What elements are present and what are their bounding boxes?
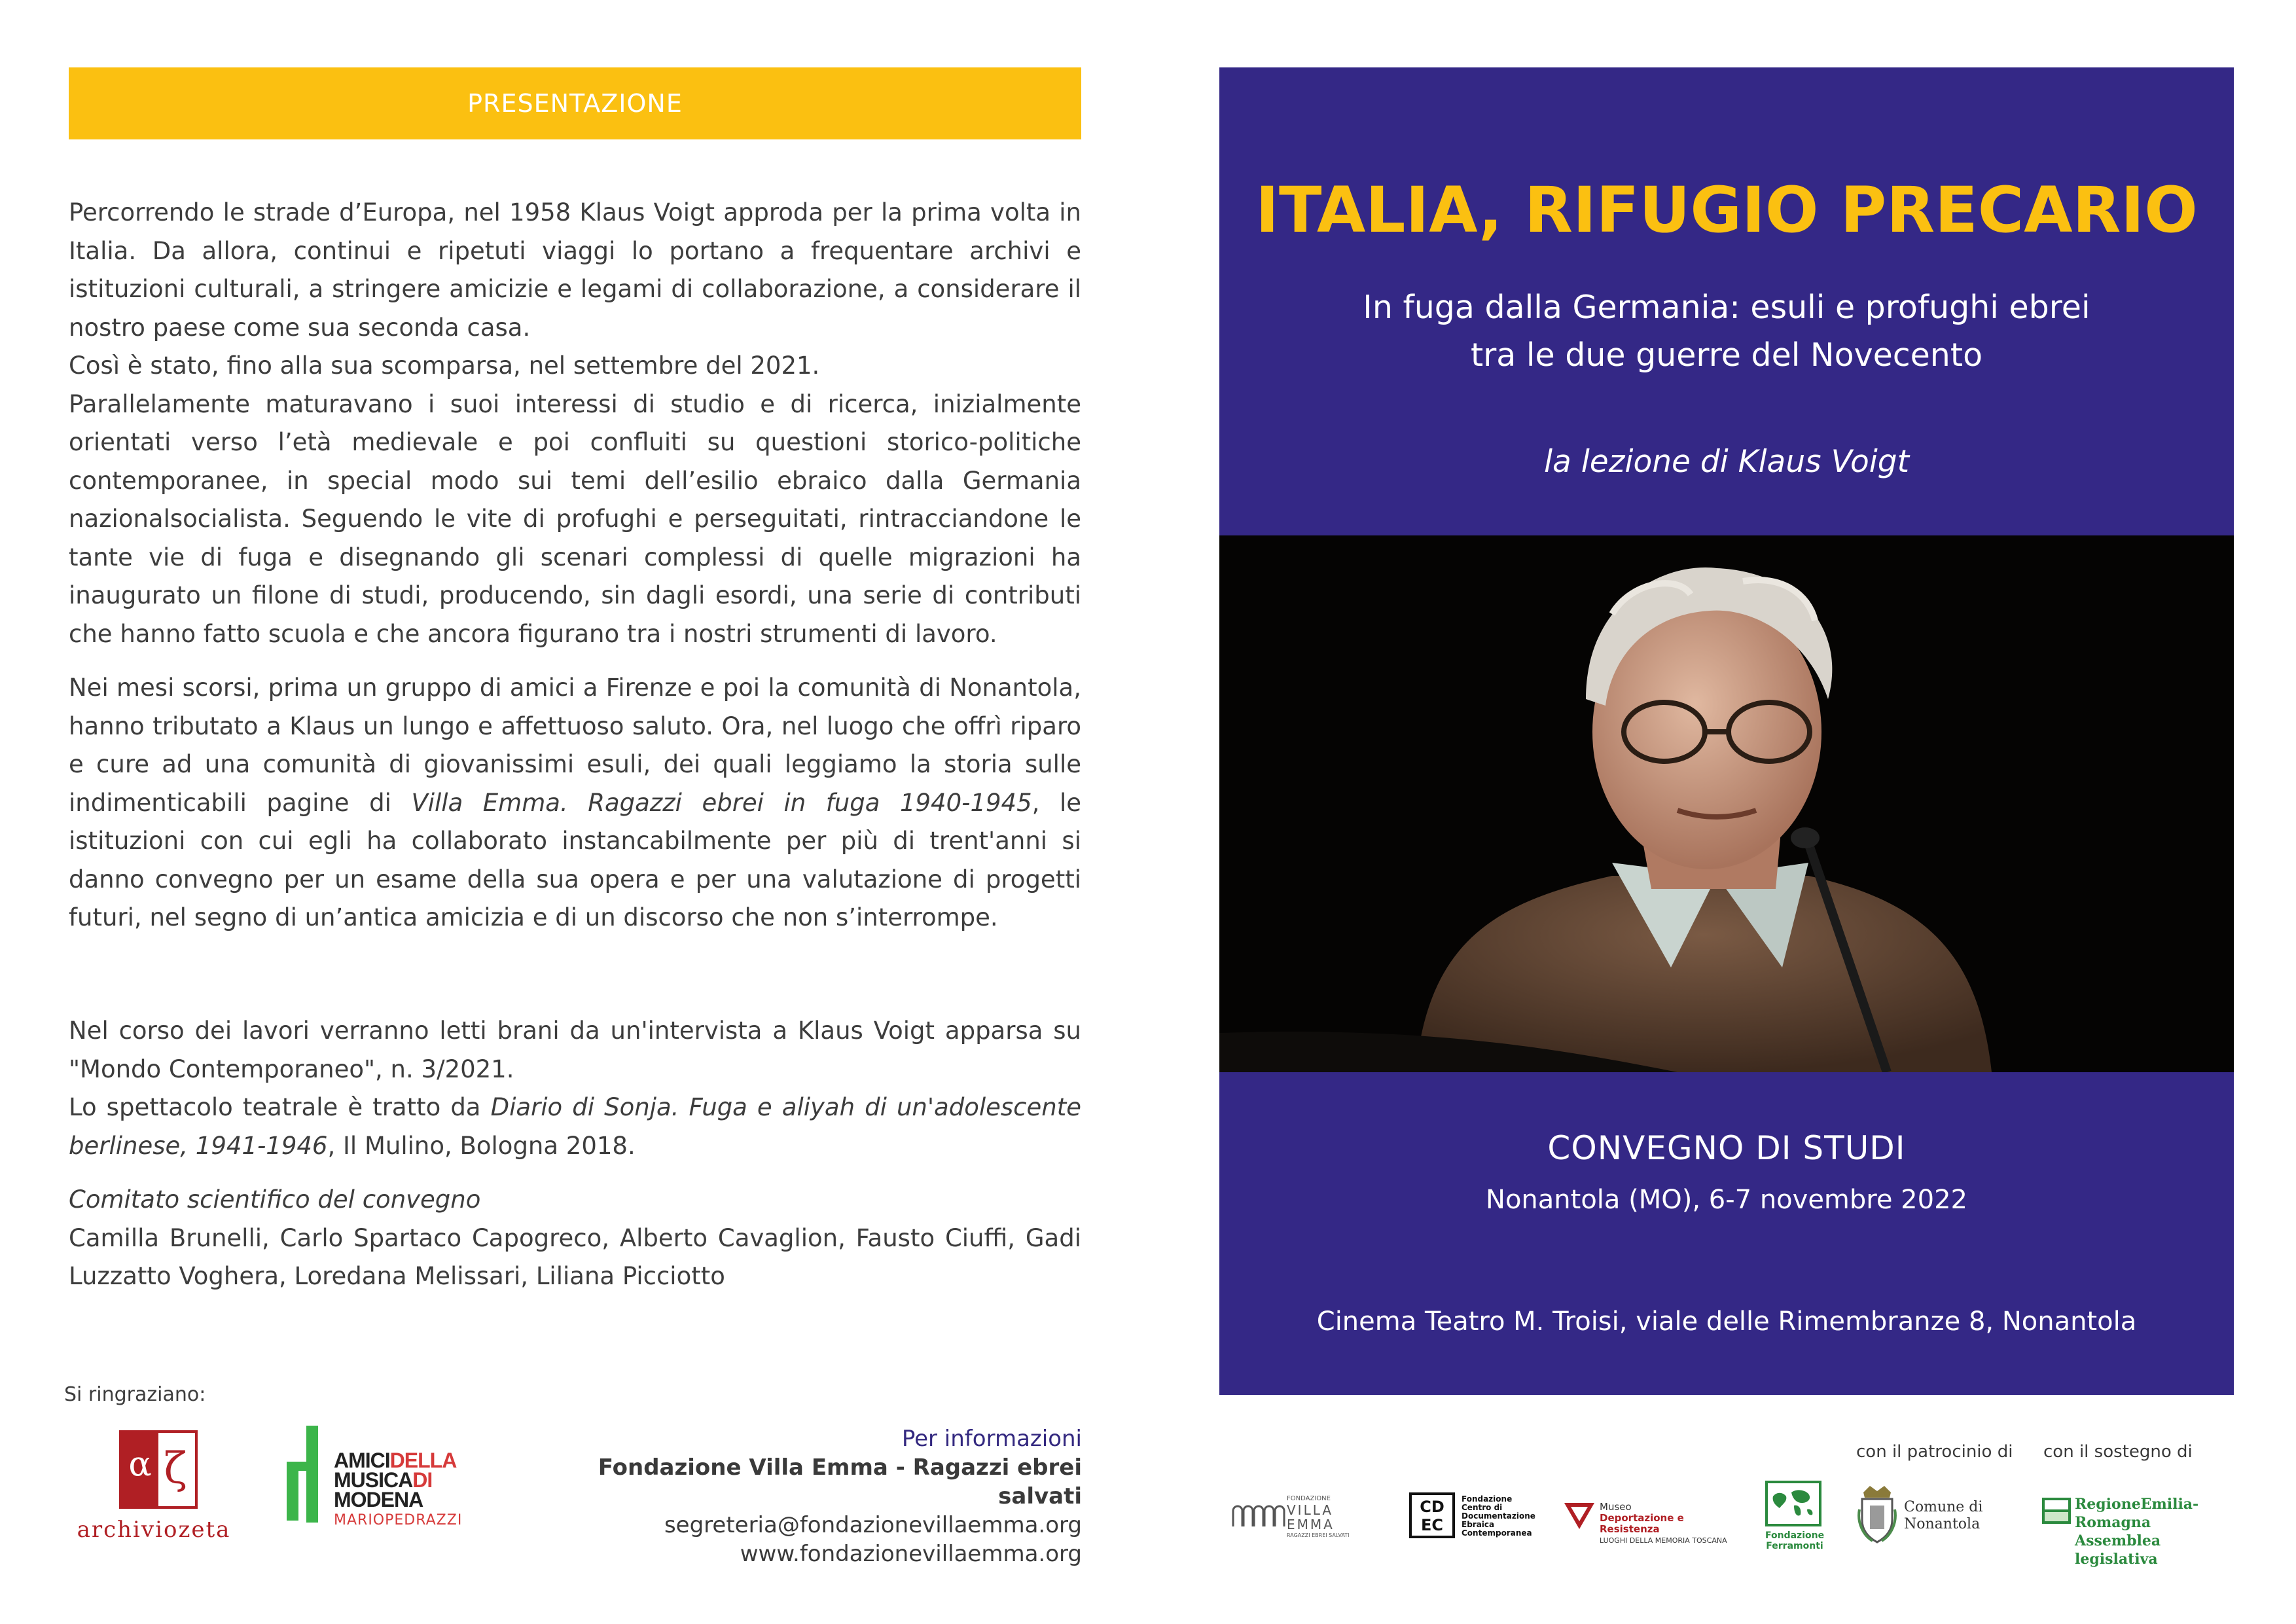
contact-organization: Fondazione Villa Emma - Ragazzi ebrei salvati	[598, 1454, 1082, 1509]
contact-title: Per informazioni	[901, 1426, 1082, 1452]
comune-crest-icon	[1857, 1483, 1897, 1543]
speaker-portrait-illustration	[1219, 535, 2234, 1072]
contact-email[interactable]: segreteria@fondazionevillaemma.org	[664, 1512, 1082, 1538]
paragraph-2: Così è stato, fino alla sua scomparsa, nel settembre del 2021.	[69, 352, 820, 380]
museo-triangle-icon	[1563, 1502, 1596, 1530]
cdec-mark: CD EC	[1409, 1492, 1455, 1538]
book-title-diario: Diario di Sonja. Fuga e aliyah di un'adolescente berlinese, 1941-1946	[69, 1093, 1081, 1160]
paragraph-4: Nei mesi scorsi, prima un gruppo di amici a Firenze e poi la comunità di Nonantola, hanno tributato a Klaus un lungo e affettuoso saluto. Ora, nel luogo che offrì riparo e cure ad una comunità di giovanissimi esuli, dei quali leggiamo la storia sulle indimenticabili pagine di Villa Emma. Ragazzi ebrei in fuga 1940-1945, le istituzioni con cui egli ha collaborato instancabilmente per più di trent'anni si danno convegno per un esame della sua opera e per una valutazione di progetti futuri, nel segno di un’antica amicizia e di un discorso che non s’interrompe.	[69, 674, 1082, 931]
patronage-label: con il patrocinio di	[1856, 1442, 2013, 1462]
conference-date: Nonantola (MO), 6-7 novembre 2022	[1486, 1185, 1967, 1215]
regione-emilia-romagna-logo: RegioneEmilia-Romagna Assemblea legislativa	[2042, 1495, 2232, 1534]
svg-text:α: α	[128, 1444, 152, 1485]
presentation-text	[69, 194, 1081, 937]
conference-venue: Cinema Teatro M. Troisi, viale delle Rimembranze 8, Nonantola	[1316, 1307, 2137, 1337]
archiviozeta-mark-icon	[119, 1430, 198, 1509]
committee-title: Comitato scientifico del convegno	[69, 1185, 481, 1214]
cover-bottom-panel	[1219, 1072, 2234, 1395]
conference-title: CONVEGNO DI STUDI	[1547, 1129, 1906, 1167]
book-title-villa-emma: Villa Emma. Ragazzi ebrei in fuga 1940-1945	[411, 788, 1032, 817]
contact-block	[537, 1424, 1082, 1568]
amici-bars-icon	[287, 1426, 332, 1523]
thanks-label: Si ringraziano:	[64, 1383, 206, 1406]
amici-musica-logo: AMICIDELLA MUSICADI MODENA MARIOPEDRAZZI	[287, 1426, 503, 1543]
comune-nonantola-logo: Comune di Nonantola	[1857, 1481, 1994, 1546]
paragraph-3: Parallelamente maturavano i suoi interessi di studio e di ricerca, inizialmente orientati verso l’età medievale e poi confluiti su questioni storico-politiche contemporanee, in special modo sui temi dell’esilio ebraico dalla Germania nazionalsocialista. Seguendo le vite di profughi e perseguitati, rintracciandone le tante vie di fuga e disegnando gli scenari complessi di quelle migrazioni ha inaugurato un filone di studi, producendo, sin dagli esordi, una serie di contributi che hanno fatto scuola e che ancora figurano tra i nostri strumenti di lavoro.	[69, 389, 1081, 648]
fondazione-ferramonti-logo: Fondazione Ferramonti	[1765, 1481, 1824, 1559]
villa-emma-logo: FONDAZIONE VILLA EMMA RAGAZZI EBREI SALVATI	[1230, 1491, 1374, 1537]
lesson-line: la lezione di Klaus Voigt	[1543, 444, 1910, 480]
svg-text:ζ: ζ	[164, 1443, 187, 1494]
event-subtitle: In fuga dalla Germania: esuli e profughi ebrei tra le due guerre del Novecento	[1363, 289, 2090, 374]
presentation-title: PRESENTAZIONE	[467, 89, 683, 118]
villa-emma-arches-icon	[1230, 1500, 1285, 1528]
committee-names: Camilla Brunelli, Carlo Spartaco Capogreco, Alberto Cavaglion, Fausto Ciuffi, Gadi Luzzatto Voghera, Loredana Melissari, Liliana Picciotto	[69, 1223, 1081, 1290]
presentation-header	[69, 67, 1081, 139]
contact-website[interactable]: www.fondazionevillaemma.org	[740, 1541, 1082, 1567]
note-1: Nel corso dei lavori verranno letti brani da un'intervista a Klaus Voigt apparsa su "Mondo Contemporaneo", n. 3/2021.	[69, 1017, 1081, 1083]
support-label: con il sostegno di	[2043, 1442, 2193, 1462]
event-title: ITALIA, RIFUGIO PRECARIO	[1255, 173, 2198, 247]
archiviozeta-logo	[65, 1430, 242, 1548]
ferramonti-map-icon	[1765, 1481, 1821, 1526]
paragraph-1: Percorrendo le strade d’Europa, nel 1958 Klaus Voigt approda per la prima volta in Italia. Da allora, continui e ripetuti viaggi lo portano a frequentare archivi e istituzioni culturali, a stringere amicizie e legami di collaborazione, a considerare il nostro paese come sua seconda casa.	[69, 198, 1081, 342]
cdec-logo: CD EC Fondazione Centro di Documentazione Ebraica Contemporanea	[1409, 1492, 1540, 1545]
notes-text	[69, 1012, 1081, 1296]
note-2: Lo spettacolo teatrale è tratto da Diario di Sonja. Fuga e aliyah di un'adolescente berlinese, 1941-1946, Il Mulino, Bologna 2018.	[69, 1093, 1081, 1160]
archiviozeta-wordmark: archiviozeta	[77, 1517, 231, 1543]
speaker-photo	[1219, 535, 2234, 1072]
museo-deportazione-logo: Museo Deportazione e Resistenza LUOGHI DELLA MEMORIA TOSCANA	[1563, 1499, 1733, 1538]
